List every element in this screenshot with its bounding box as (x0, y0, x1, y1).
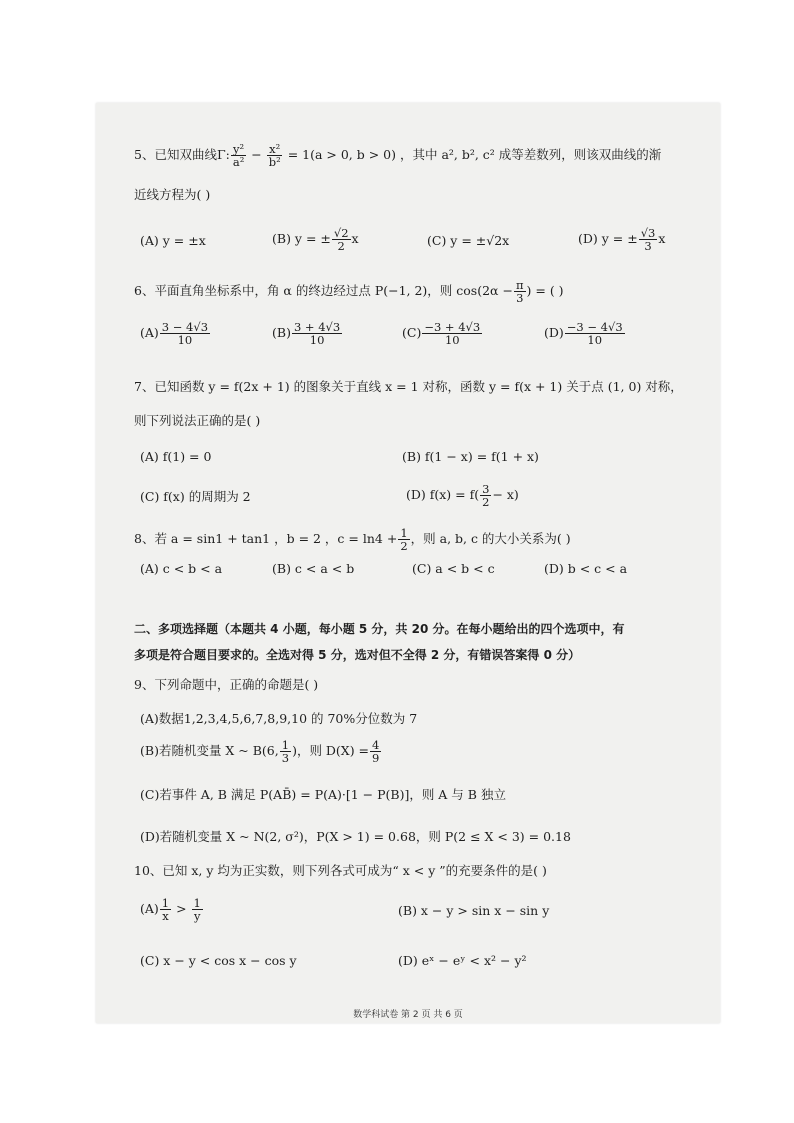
q5-option-b: (B) y = ± $\frac{√2}{2}$ x (272, 226, 359, 253)
exam-page (96, 103, 720, 1023)
q7-option-d: (D) f(x) = f( $\frac{3}{2}$ − x) (406, 482, 519, 509)
q10-option-c: (C) x − y < cos x − cos y (140, 953, 297, 968)
q10-option-b: (B) x − y > sin x − sin y (398, 903, 550, 918)
q5-option-a: (A) y = ±x (140, 233, 206, 248)
q5-frac1: $\frac{\text{y²}}{\text{a²}}$ (232, 142, 245, 169)
q10-stem: 10、已知 x, y 均为正实数，则下列各式可成为“ x < y ”的充要条件的是( ) (134, 863, 547, 878)
q6-stem: 6、平面直角坐标系中，角 α 的终边经过点 P(−1, 2)，则 cos(2α − $\frac{\pi}{3}$ ) = ( ) (134, 278, 564, 305)
q5-stem-b: = 1(a > 0, b > 0) ，其中 a², b², c² 成等差数列，则该双曲线的渐 (283, 147, 662, 162)
q9-option-b: (B)若随机变量 X ~ B(6, $\frac{1}{3}$ )，则 D(X) = $\frac{4}{9}$ (140, 738, 380, 765)
section-2-heading-line1: 二、多项选择题（本题共 4 小题，每小题 5 分，共 20 分。在每小题给出的四个选项中，有 (134, 622, 625, 636)
q6-option-b: (B) $\frac{3 + 4√3}{10}$ (272, 320, 341, 347)
q8-option-a: (A) c < b < a (140, 561, 223, 576)
q10-option-a: (A) $\frac{1}{x}$ > $\frac{1}{y}$ (140, 896, 201, 923)
q9-option-a: (A)数据1,2,3,4,5,6,7,8,9,10 的 70%分位数为 7 (140, 711, 418, 726)
section-2-heading-line2: 多项是符合题目要求的。全选对得 5 分，选对但不全得 2 分，有错误答案得 0 分） (134, 648, 581, 662)
q7-stem-line1: 7、已知函数 y = f(2x + 1) 的图象关于直线 x = 1 对称，函数 y = f(x + 1) 关于点 (1, 0) 对称， (134, 379, 683, 394)
q6-option-d: (D) $\frac{-3 - 4√3}{10}$ (544, 320, 623, 347)
page-footer: 数学科试卷 第 2 页 共 6 页 (353, 1010, 463, 1020)
q9-option-d: (D)若随机变量 X ~ N(2, σ²)，P(X > 1) = 0.68，则 P(2 ≤ X < 3) = 0.18 (140, 829, 571, 844)
q5-stem-a: 5、已知双曲线Γ: (134, 147, 230, 162)
q10-option-d: (D) eˣ − eʸ < x² − y² (398, 953, 527, 968)
q5-stem-line2: 近线方程为( ) (134, 187, 211, 202)
q7-option-a: (A) f(1) = 0 (140, 449, 212, 464)
q8-option-d: (D) b < c < a (544, 561, 628, 576)
q5-frac2: $\frac{\text{x²}}{\text{b²}}$ (268, 142, 281, 169)
q8-stem: 8、若 a = sin1 + tan1 ，b = 2 ，c = ln4 + $\frac{1}{2}$ ，则 a, b, c 的大小关系为( ) (134, 526, 571, 553)
q6-option-c: (C) $\frac{-3 + 4√3}{10}$ (402, 320, 481, 347)
q5-option-c: (C) y = ±√2x (427, 233, 510, 248)
q6-option-a: (A) $\frac{3 - 4√3}{10}$ (140, 320, 209, 347)
q5-option-d: (D) y = ± $\frac{√3}{3}$ x (578, 226, 666, 253)
q8-option-c: (C) a < b < c (412, 561, 495, 576)
q5-stem-line1: 5、已知双曲线Γ: $\frac{\text{y²}}{\text{a²}}$ − $\frac{\text{x²}}{\text{b²}}$ = 1(a > 0, b > 0) ，其中 a², b², c² 成等差数列，则该双曲线的渐 (134, 142, 662, 169)
q7-stem-line2: 则下列说法正确的是( ) (134, 413, 261, 428)
q9-stem: 9、下列命题中，正确的命题是( ) (134, 677, 319, 692)
q8-option-b: (B) c < a < b (272, 561, 355, 576)
q9-option-c: (C)若事件 A, B 满足 P(AB̄) = P(A)·[1 − P(B)]，则 A 与 B 独立 (140, 787, 506, 802)
q7-option-b: (B) f(1 − x) = f(1 + x) (402, 449, 539, 464)
q7-option-c: (C) f(x) 的周期为 2 (140, 489, 251, 504)
